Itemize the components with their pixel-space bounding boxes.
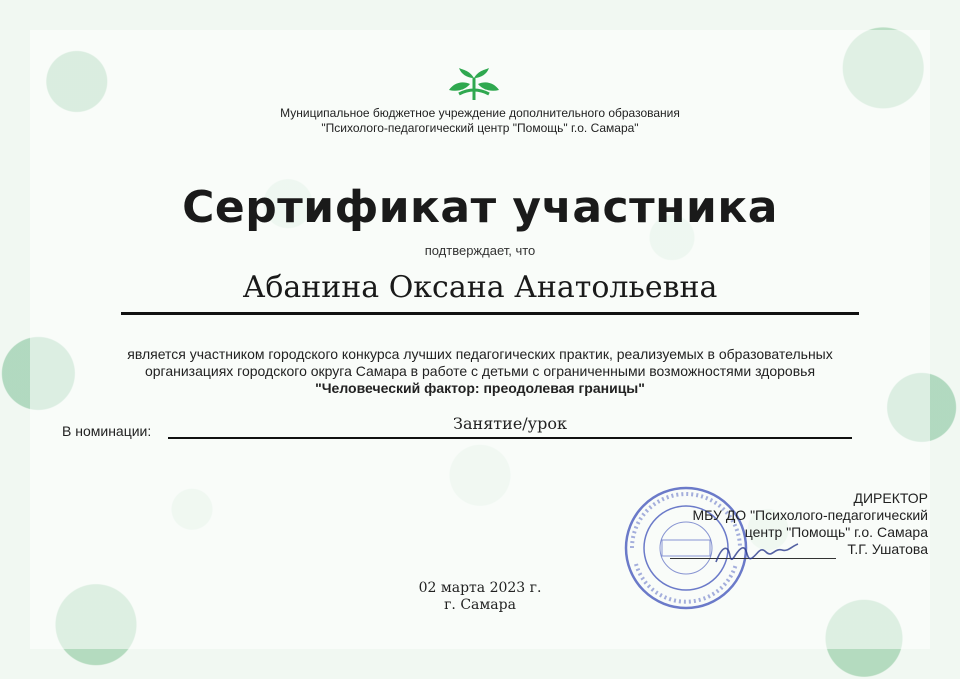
issue-city: г. Самара: [444, 597, 516, 613]
issue-date-block: [380, 580, 580, 614]
contest-name: "Человеческий фактор: преодолевая границы": [315, 380, 645, 396]
confirms-text: подтверждает, что: [424, 243, 536, 258]
leaf-sprout-icon: [447, 64, 501, 102]
signatory-org-line1: МБУ ДО "Психолого-педагогический: [692, 507, 928, 523]
nomination-label: В номинации:: [62, 423, 152, 439]
organization-name-line2: "Психолого-педагогический центр "Помощь" г.о. Самара": [321, 121, 639, 135]
body-line-2: организациях городского округа Самара в работе с детьми с ограниченными возможностями здоровья: [144, 363, 816, 379]
signatory-position: ДИРЕКТОР: [853, 490, 928, 506]
issue-date: 02 марта 2023 г.: [418, 580, 542, 596]
nomination-underline: [168, 437, 852, 439]
organization-name-line1: Муниципальное бюджетное учреждение дополнительного образования: [280, 106, 680, 120]
recipient-underline: [121, 312, 859, 315]
body-line-1: является участником городского конкурса лучших педагогических практик, реализуемых в образовательных: [127, 346, 833, 362]
handwritten-signature: [712, 536, 802, 572]
signatory-name: Т.Г. Ушатова: [847, 541, 928, 557]
signatory-org-line2: центр "Помощь" г.о. Самара: [744, 524, 928, 540]
nomination-value: Занятие/урок: [453, 414, 567, 433]
certificate-title: Сертификат участника: [182, 182, 778, 233]
certificate-body: [50, 346, 910, 397]
recipient-name: Абанина Оксана Анатольевна: [242, 270, 718, 305]
